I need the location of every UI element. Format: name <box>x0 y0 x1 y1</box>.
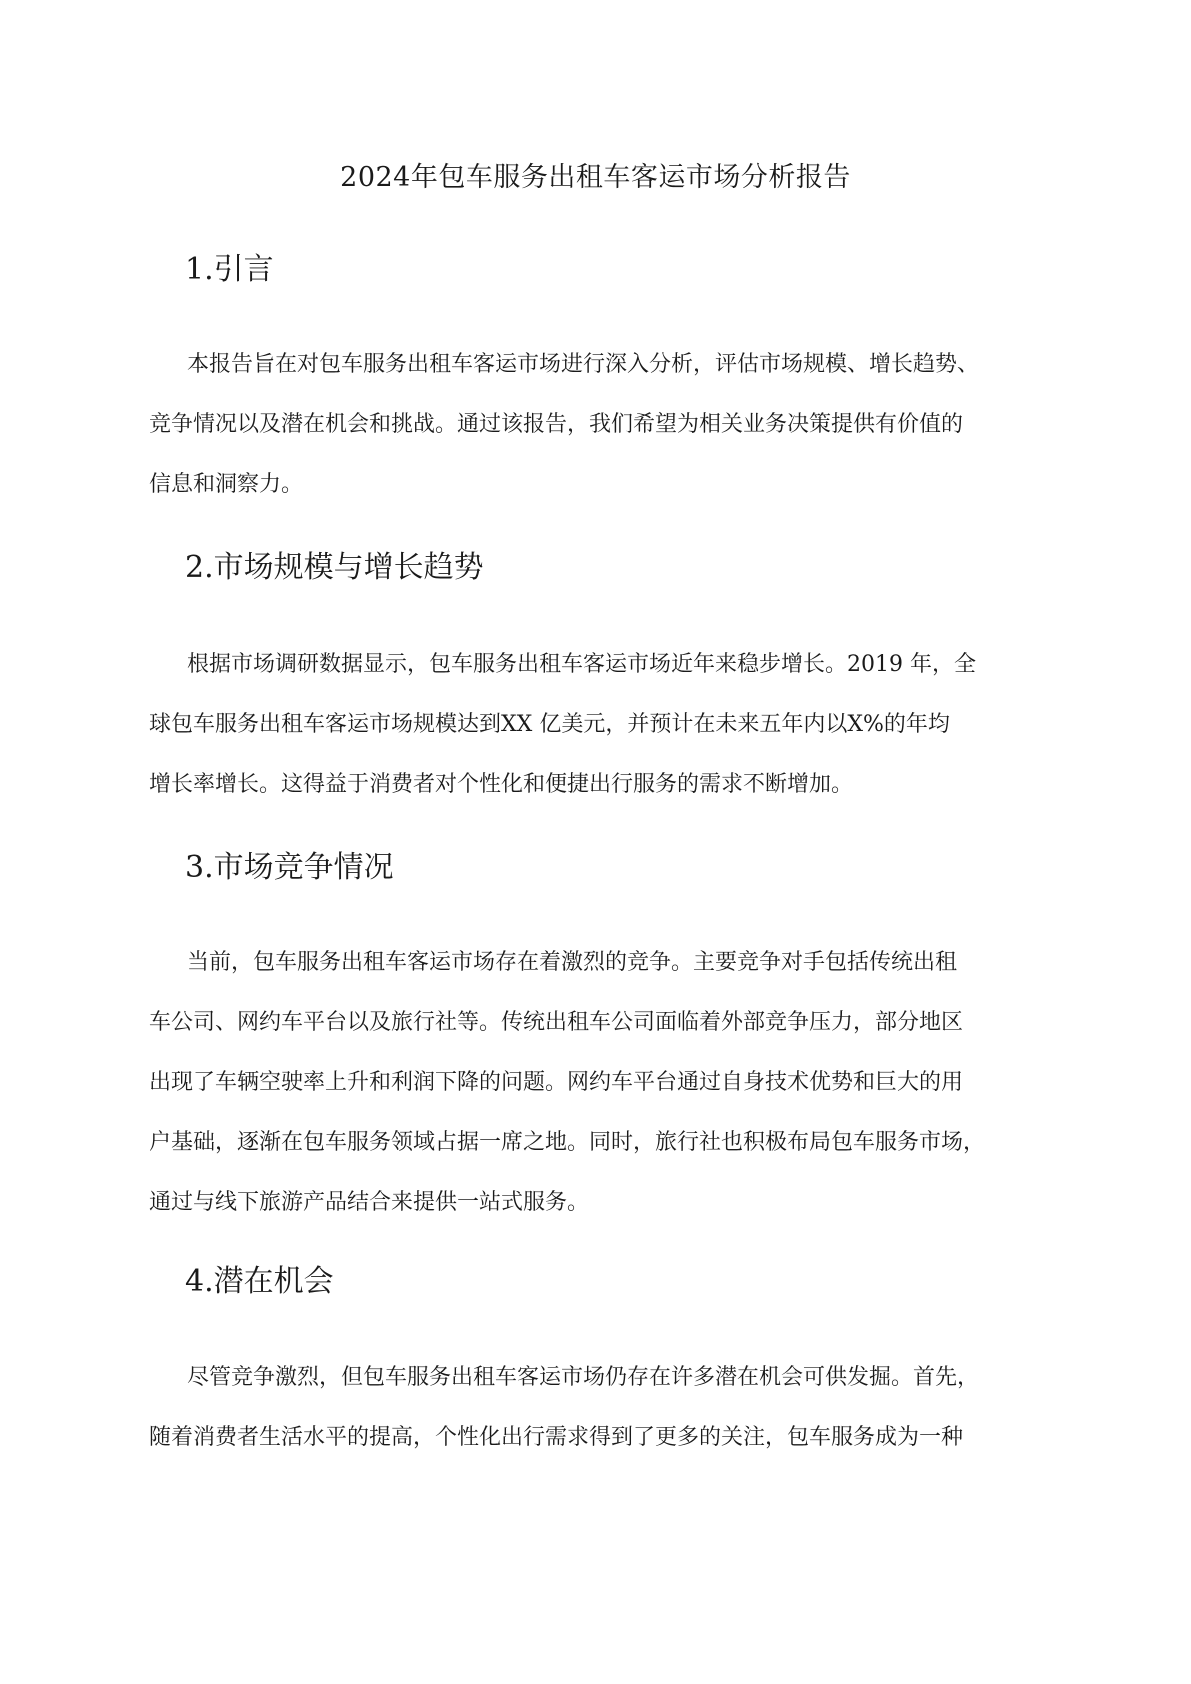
section-paragraph-opportunities <box>149 1363 1049 1453</box>
paragraph-line: 随着消费者生活水平的提高，个性化出行需求得到了更多的关注，包车服务成为一种 <box>149 1425 964 1450</box>
paragraph-line: 出现了车辆空驶率上升和利润下降的问题。网约车平台通过自身技术优势和巨大的用 <box>149 1070 964 1095</box>
paragraph-line: 竞争情况以及潜在机会和挑战。通过该报告，我们希望为相关业务决策提供有价值的 <box>149 412 964 437</box>
paragraph-line: 车公司、网约车平台以及旅行社等。传统出租车公司面临着外部竞争压力，部分地区 <box>149 1010 964 1035</box>
paragraph-line: 增长率增长。这得益于消费者对个性化和便捷出行服务的需求不断增加。 <box>149 772 854 797</box>
paragraph-line: 尽管竞争激烈，但包车服务出租车客运市场仍存在许多潜在机会可供发掘。首先， <box>187 1365 980 1390</box>
document-title: 2024年包车服务出租车客运市场分析报告 <box>340 162 851 193</box>
paragraph-line: 当前，包车服务出租车客运市场存在着激烈的竞争。主要竞争对手包括传统出租 <box>187 950 958 975</box>
section-heading-introduction: 1.引言 <box>185 252 274 287</box>
section-heading-opportunities: 4.潜在机会 <box>185 1264 334 1299</box>
section-heading-competition: 3.市场竞争情况 <box>185 850 394 885</box>
section-heading-market-size: 2.市场规模与增长趋势 <box>185 550 484 585</box>
paragraph-line: 户基础，逐渐在包车服务领域占据一席之地。同时，旅行社也积极布局包车服务市场， <box>149 1130 986 1155</box>
paragraph-line: 通过与线下旅游产品结合来提供一站式服务。 <box>149 1190 590 1215</box>
paragraph-line: 信息和洞察力。 <box>149 472 304 497</box>
paragraph-line: 球包车服务出租车客运市场规模达到XX 亿美元，并预计在未来五年内以X%的年均 <box>149 712 950 737</box>
paragraph-line: 根据市场调研数据显示，包车服务出租车客运市场近年来稳步增长。2019 年，全 <box>187 652 976 677</box>
paragraph-line: 本报告旨在对包车服务出租车客运市场进行深入分析，评估市场规模、增长趋势、 <box>187 352 980 377</box>
section-paragraph-market-size <box>149 650 1049 800</box>
section-paragraph-introduction <box>149 350 1049 500</box>
section-paragraph-competition <box>149 948 1049 1218</box>
